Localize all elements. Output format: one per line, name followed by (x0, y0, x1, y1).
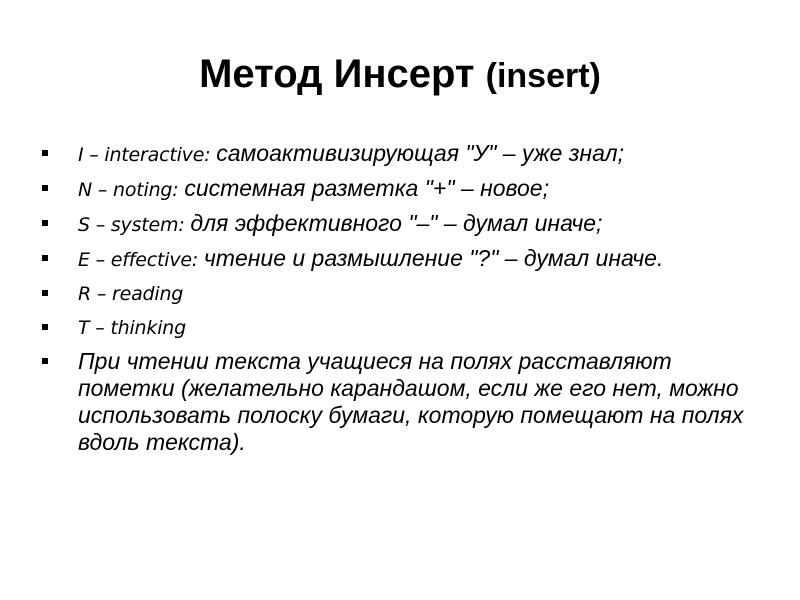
bullet-item-n (78, 175, 753, 203)
bullet-dot-icon (42, 358, 48, 364)
bullet-dot-icon (42, 220, 48, 226)
bullet-item-t (78, 314, 753, 341)
bullet-lead: R – reading (78, 283, 184, 305)
bullet-text: чтение и размышление "?" – думал иначе. (203, 245, 664, 271)
bullet-list (78, 140, 753, 463)
bullet-lead: S – system: (78, 214, 191, 236)
title-main: Метод Инсерт (199, 52, 486, 96)
bullet-item-r (78, 280, 753, 307)
bullet-dot-icon (42, 150, 48, 156)
bullet-text: для эффективного "–" – думал иначе; (190, 210, 603, 236)
bullet-dot-icon (42, 324, 48, 330)
bullet-dot-icon (42, 185, 48, 191)
bullet-lead: T – thinking (78, 317, 186, 339)
bullet-item-s (78, 210, 753, 238)
bullet-lead: I – interactive: (78, 144, 217, 166)
bullet-item-i (78, 140, 753, 168)
slide-title (0, 48, 800, 102)
bullet-paragraph-text: При чтении текста учащиеся на полях расставляют пометки (желательно карандашом, если же его нет, можно использовать полоску бумаги, которую помещают на полях вдоль текста). (78, 348, 744, 455)
bullet-dot-icon (42, 290, 48, 296)
bullet-dot-icon (42, 255, 48, 261)
bullet-item-e (78, 245, 753, 273)
bullet-lead: E – effective: (78, 249, 204, 271)
bullet-text: системная разметка "+" – новое; (184, 175, 549, 201)
bullet-item-paragraph (78, 348, 753, 456)
bullet-text: самоактивизирующая "У" – уже знал; (216, 140, 624, 166)
title-sub: (insert) (485, 57, 601, 95)
bullet-lead: N – noting: (78, 179, 185, 201)
